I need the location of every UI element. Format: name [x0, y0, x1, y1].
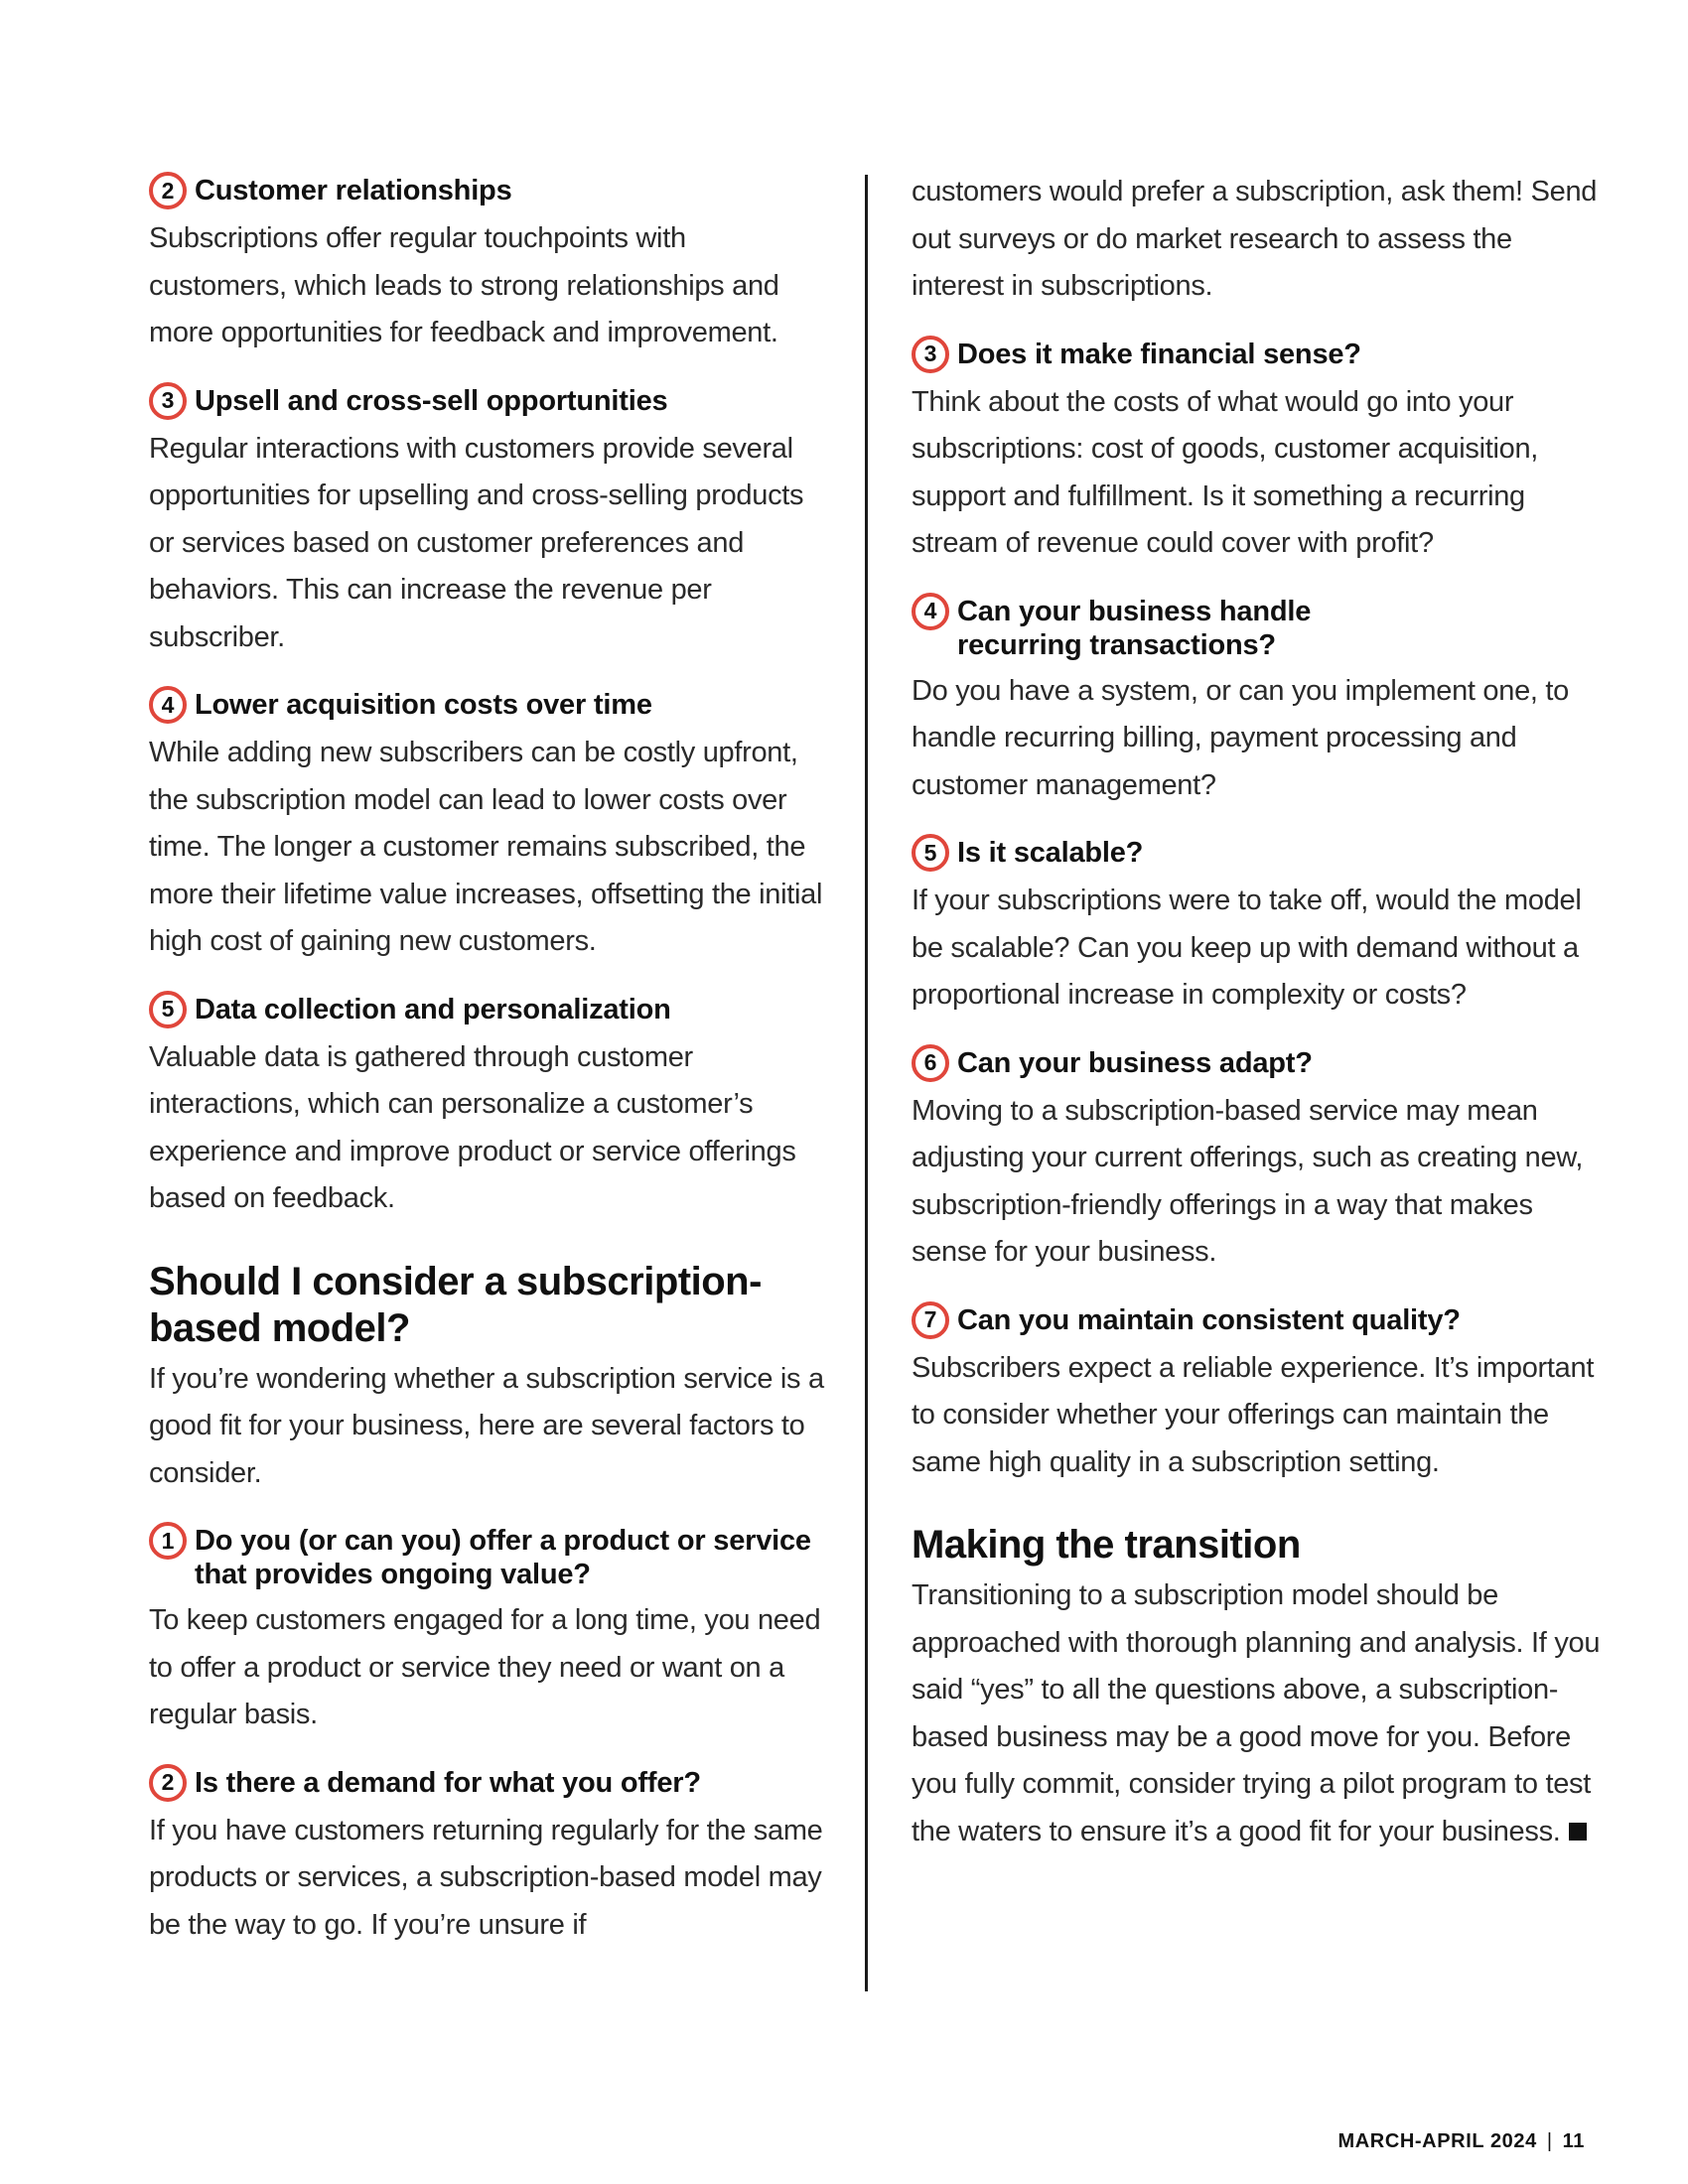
number-badge: 7: [912, 1301, 949, 1339]
issue-date: MARCH-APRIL 2024: [1337, 2130, 1537, 2152]
item-title: Is it scalable?: [957, 837, 1144, 869]
end-mark-icon: [1569, 1823, 1587, 1841]
number-badge: 5: [912, 834, 949, 872]
item-body: If your subscriptions were to take off, would the model be scalable? Can you keep up with demand without a proportional increase in complexity or costs?: [912, 885, 1582, 1011]
number-badge: 4: [149, 686, 187, 724]
section-heading: Making the transition: [912, 1523, 1301, 1567]
factor-item: [149, 1761, 824, 1950]
footer-separator: |: [1546, 2130, 1553, 2152]
section-body-text: Transitioning to a subscription model should be approached with thorough planning and analysis. If you said “yes” to all the questions above, a subscription-based business may be a good move for you. Before you fully commit, consider trying a pilot program to test the waters to ensure it’s a good fit for your business.: [912, 1579, 1601, 1847]
number-badge: 6: [912, 1044, 949, 1082]
item-body: Do you have a system, or can you implement one, to handle recurring billing, payment processing and customer management?: [912, 674, 1570, 801]
item-title: Customer relationships: [195, 175, 512, 206]
factor-item: [912, 590, 1607, 810]
item-title: Lower acquisition costs over time: [195, 689, 652, 721]
benefit-item: [149, 683, 824, 966]
factor-item: [912, 831, 1607, 1020]
item-title: Data collection and personalization: [195, 993, 671, 1025]
item-body: If you have customers returning regularly for the same products or services, a subscription-based model may be the way to go. If you’re unsure if: [149, 1814, 823, 1941]
item-body: Moving to a subscription-based service may mean adjusting your current offerings, such as creating new, subscription-friendly offerings in a way that makes sense for your business.: [912, 1094, 1584, 1268]
column-divider: [865, 175, 868, 1991]
continued-paragraph: customers would prefer a subscription, ask them! Send out surveys or do market research to assess the interest in subscriptions.: [912, 176, 1598, 302]
item-title: Can your business handle recurring transactions?: [957, 595, 1312, 661]
factor-item: [912, 1298, 1607, 1487]
factor-item: [149, 1519, 824, 1739]
benefit-item: [149, 988, 824, 1223]
benefit-item: [149, 379, 824, 662]
number-badge: 1: [149, 1522, 187, 1560]
number-badge: 2: [149, 172, 187, 209]
item-body: Subscribers expect a reliable experience. It’s important to consider whether your offerings can maintain the same high quality in a subscription setting.: [912, 1351, 1595, 1478]
section-intro: If you’re wondering whether a subscription service is a good fit for your business, here are several factors to consider.: [149, 1362, 824, 1489]
item-title: Is there a demand for what you offer?: [195, 1766, 701, 1799]
section-heading: Should I consider a subscription-based model?: [149, 1259, 762, 1350]
number-badge: 2: [149, 1764, 187, 1802]
item-body: Think about the costs of what would go into your subscriptions: cost of goods, customer acquisition, support and fulfillment. Is it something a recurring stream of revenue could cover with profit?: [912, 385, 1539, 559]
page-number: 11: [1562, 2130, 1585, 2152]
number-badge: 4: [912, 593, 949, 630]
factor-item: [912, 333, 1607, 568]
benefit-item: [149, 169, 824, 357]
number-badge: 3: [149, 382, 187, 420]
item-body: While adding new subscribers can be costly upfront, the subscription model can lead to lower costs over time. The longer a customer remains subscribed, the more their lifetime value increases, offsetting the initial high cost of gaining new customers.: [149, 737, 823, 957]
left-column: [149, 169, 824, 1971]
number-badge: 3: [912, 336, 949, 373]
item-title: Can you maintain consistent quality?: [957, 1303, 1461, 1336]
item-title: Upsell and cross-sell opportunities: [195, 384, 668, 417]
item-body: Valuable data is gathered through customer interactions, which can personalize a customer’s experience and improve product or service offerings based on feedback.: [149, 1040, 796, 1214]
factor-item: [912, 1041, 1607, 1277]
item-body: Regular interactions with customers provide several opportunities for upselling and cross-selling products or services based on customer preferences and behaviors. This can increase the revenue per subscriber.: [149, 432, 804, 653]
number-badge: 5: [149, 991, 187, 1028]
item-title: Do you (or can you) offer a product or service that provides ongoing value?: [195, 1525, 811, 1590]
section-body: [912, 1572, 1607, 1855]
page-footer: [1337, 2130, 1585, 2153]
item-body: To keep customers engaged for a long time, you need to offer a product or service they need or want on a regular basis.: [149, 1604, 821, 1730]
item-title: Does it make financial sense?: [957, 338, 1361, 370]
item-body: Subscriptions offer regular touchpoints with customers, which leads to strong relationships and more opportunities for feedback and improvement.: [149, 222, 779, 348]
item-title: Can your business adapt?: [957, 1046, 1313, 1079]
right-column: [912, 169, 1607, 1855]
